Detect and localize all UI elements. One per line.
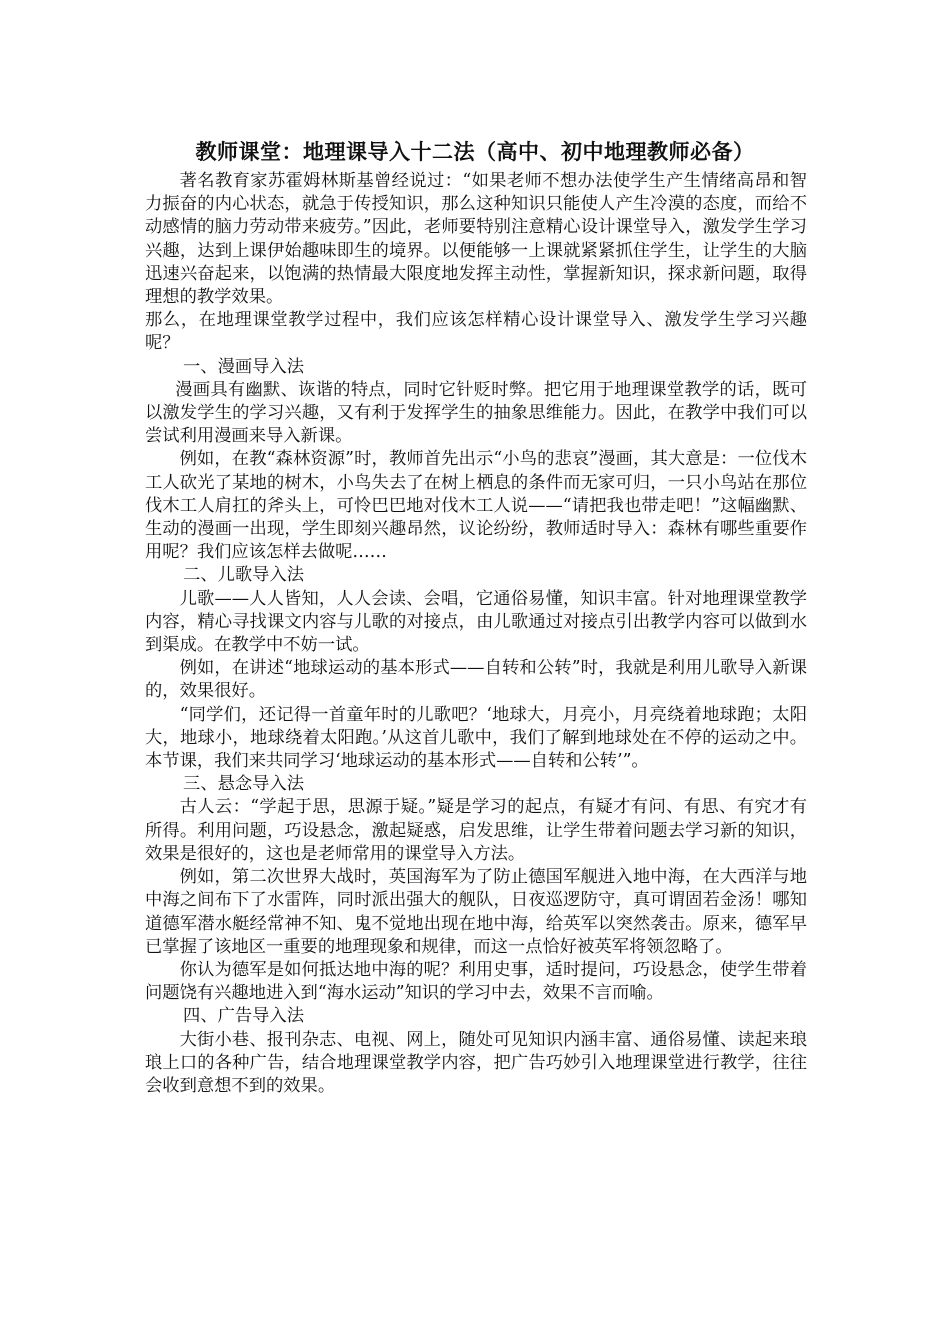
document-title: 教师课堂：地理课导入十二法（高中、初中地理教师必备） — [195, 140, 755, 164]
paragraph: 大街小巷、报刊杂志、电视、网上，随处可见知识内涵丰富、通俗易懂、读起来琅琅上口的各种广告，结合地理课堂教学内容，把广告巧妙引入地理课堂进行教学，往往会收到意想不到的效果。 — [145, 1029, 807, 1096]
section-heading: 四、广告导入法 — [183, 1006, 305, 1027]
section-heading: 一、漫画导入法 — [183, 356, 305, 377]
section-heading: 二、儿歌导入法 — [183, 565, 305, 586]
section-heading: 三、悬念导入法 — [183, 774, 305, 795]
paragraph: 儿歌——人人皆知，人人会读、会唱，它通俗易懂，知识丰富。针对地理课堂教学内容，精心寻找课文内容与儿歌的对接点，由儿歌通过对接点引出教学内容可以做到水到渠成。在教学中不妨一试。 — [145, 588, 807, 656]
paragraph: 漫画具有幽默、诙谐的特点，同时它针贬时弊。把它用于地理课堂教学的话，既可以激发学生的学习兴趣，又有利于发挥学生的抽象思维能力。因此，在教学中我们可以尝试利用漫画来导入新课。 — [145, 379, 807, 447]
paragraph: 那么，在地理课堂教学过程中，我们应该怎样精心设计课堂导入、激发学生学习兴趣呢？ — [145, 310, 807, 354]
paragraph: 例如，在教“森林资源”时，教师首先出示“小鸟的悲哀”漫画，其大意是：一位伐木工人砍光了某地的树木，小鸟失去了在树上栖息的条件而无家可归，一只小鸟站在那位伐木工人肩扛的斧头上，可怜巴巴地对伐木工人说——“请把我也带走吧！”这幅幽默、生动的漫画一出现，学生即刻兴趣昂然，议论纷纷，教师适时导入：森林有哪些重要作用呢？我们应该怎样去做呢…… — [145, 449, 807, 563]
paragraph: 例如，在讲述“地球运动的基本形式——自转和公转”时，我就是利用儿歌导入新课的，效果很好。 — [145, 658, 807, 702]
paragraph: 著名教育家苏霍姆林斯基曾经说过：“如果老师不想办法使学生产生情绪高昂和智力振奋的内心状态，就急于传授知识，那么这种知识只能使人产生冷漠的态度，而给不动感情的脑力劳动带来疲劳。”因此，老师要特别注意精心设计课堂导入，激发学生学习兴趣，达到上课伊始趣味即生的境界。以便能够一上课就紧紧抓住学生，让学生的大脑迅速兴奋起来，以饱满的热情最大限度地发挥主动性，掌握新知识，探求新问题，取得理想的教学效果。 — [145, 171, 807, 308]
paragraph: 你认为德军是如何抵达地中海的呢？利用史事，适时提问，巧设悬念，使学生带着问题饶有兴趣地进入到“海水运动”知识的学习中去，效果不言而喻。 — [145, 959, 807, 1004]
paragraph: “同学们，还记得一首童年时的儿歌吧？‘地球大，月亮小，月亮绕着地球跑；太阳大，地球小，地球绕着太阳跑。’从这首儿歌中，我们了解到地球处在不停的运动之中。本节课，我们来共同学习‘地球运动的基本形式——自转和公转’”。 — [145, 704, 807, 772]
paragraph: 例如，第二次世界大战时，英国海军为了防止德国军舰进入地中海，在大西洋与地中海之间布下了水雷阵，同时派出强大的舰队，日夜巡逻防守，真可谓固若金汤！哪知道德军潜水艇经常神不知、鬼不觉地出现在地中海，给英军以突然袭击。原来，德军早已掌握了该地区一重要的地理现象和规律，而这一点恰好被英军将领忽略了。 — [145, 867, 807, 957]
document-body — [145, 170, 807, 1098]
paragraph: 古人云：“学起于思，思源于疑。”疑是学习的起点，有疑才有问、有思、有究才有所得。利用问题，巧设悬念，激起疑惑，启发思维，让学生带着问题去学习新的知识，效果是很好的，这也是老师常用的课堂导入方法。 — [145, 797, 807, 864]
